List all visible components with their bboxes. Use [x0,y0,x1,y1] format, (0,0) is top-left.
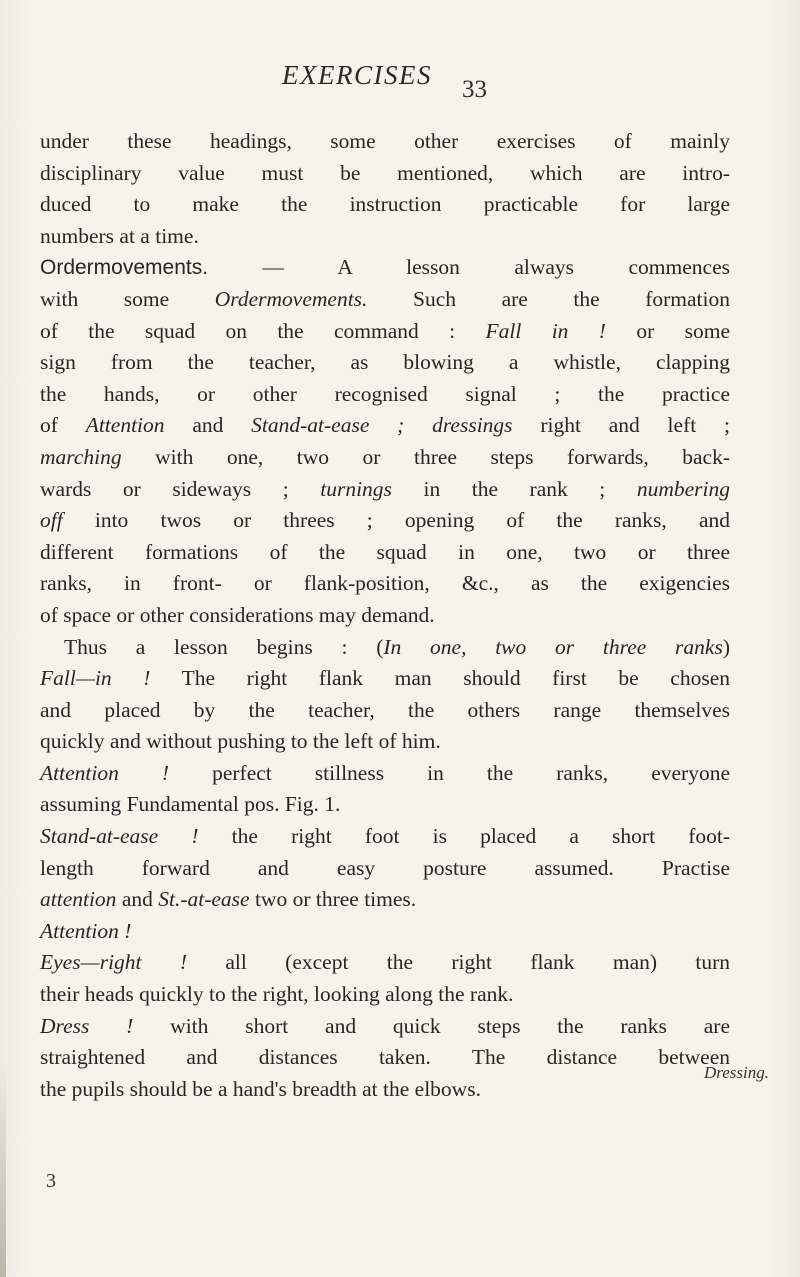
text-line: of Attention and Stand-at-ease ; dressings right and left ; [40,413,730,438]
text-line: numbers at a time. [40,223,199,248]
text-line: Dress ! with short and quick steps the ranks are [40,1013,730,1038]
text-line: of the squad on the command : Fall in ! or some [40,318,730,343]
text-line: duced to make the instruction practicable for large [40,192,730,217]
text-line: Thus a lesson begins : (In one, two or three ranks) [64,634,730,659]
text-line: straightened and distances taken. The distance between [40,1045,730,1070]
text-line: Stand-at-ease ! the right foot is placed a short foot- [40,824,730,849]
body-text [40,126,730,1105]
text-line: length forward and easy posture assumed. Practise [40,855,730,880]
text-line: sign from the teacher, as blowing a whistle, clapping [40,350,730,375]
text-line: ranks, in front- or flank-position, &c., as the exigencies [40,571,730,596]
text-line: with some Ordermovements. Such are the formation [40,286,731,311]
section-heading-ordermovements: Ordermovements. [40,256,209,280]
running-head-title: EXERCISES [282,60,432,90]
margin-note-dressing: Dressing. [704,1063,770,1082]
text-line: under these headings, some other exercises of mainly [40,129,730,153]
text-line: and placed by the teacher, the others range themselves [40,697,730,722]
text-line: off into twos or threes ; opening of the ranks, and [40,508,730,533]
text-line: the hands, or other recognised signal ; the practice [40,381,730,406]
signature-mark: 3 [46,1170,56,1192]
text-line: Ordermovements. — A lesson always commences [40,255,730,280]
text-line: quickly and without pushing to the left of him. [40,729,441,754]
text-line: assuming Fundamental pos. Fig. 1. [40,792,341,817]
text-line: wards or sideways ; turnings in the rank ; numbering [40,476,730,501]
page-number: 33 [462,76,487,103]
text-line: Fall—in ! The right flank man should first be chosen [40,666,730,691]
text-line: of space or other considerations may demand. [40,602,435,627]
text-line: Eyes—right ! all (except the right flank man) turn [40,950,730,975]
text-line: the pupils should be a hand's breadth at the elbows. [40,1076,481,1101]
text-line: Attention ! perfect stillness in the ranks, everyone [40,760,730,785]
running-head [0,60,800,103]
text-line: disciplinary value must be mentioned, which are intro- [40,160,730,185]
text-line: their heads quickly to the right, looking along the rank. [40,982,514,1007]
text-line: marching with one, two or three steps forwards, back- [40,444,730,469]
page-edge-shadow [0,1060,6,1277]
text-line: Attention ! [40,918,132,943]
text-line: different formations of the squad in one, two or three [40,539,730,564]
text-line: attention and St.-at-ease two or three times. [40,887,417,912]
